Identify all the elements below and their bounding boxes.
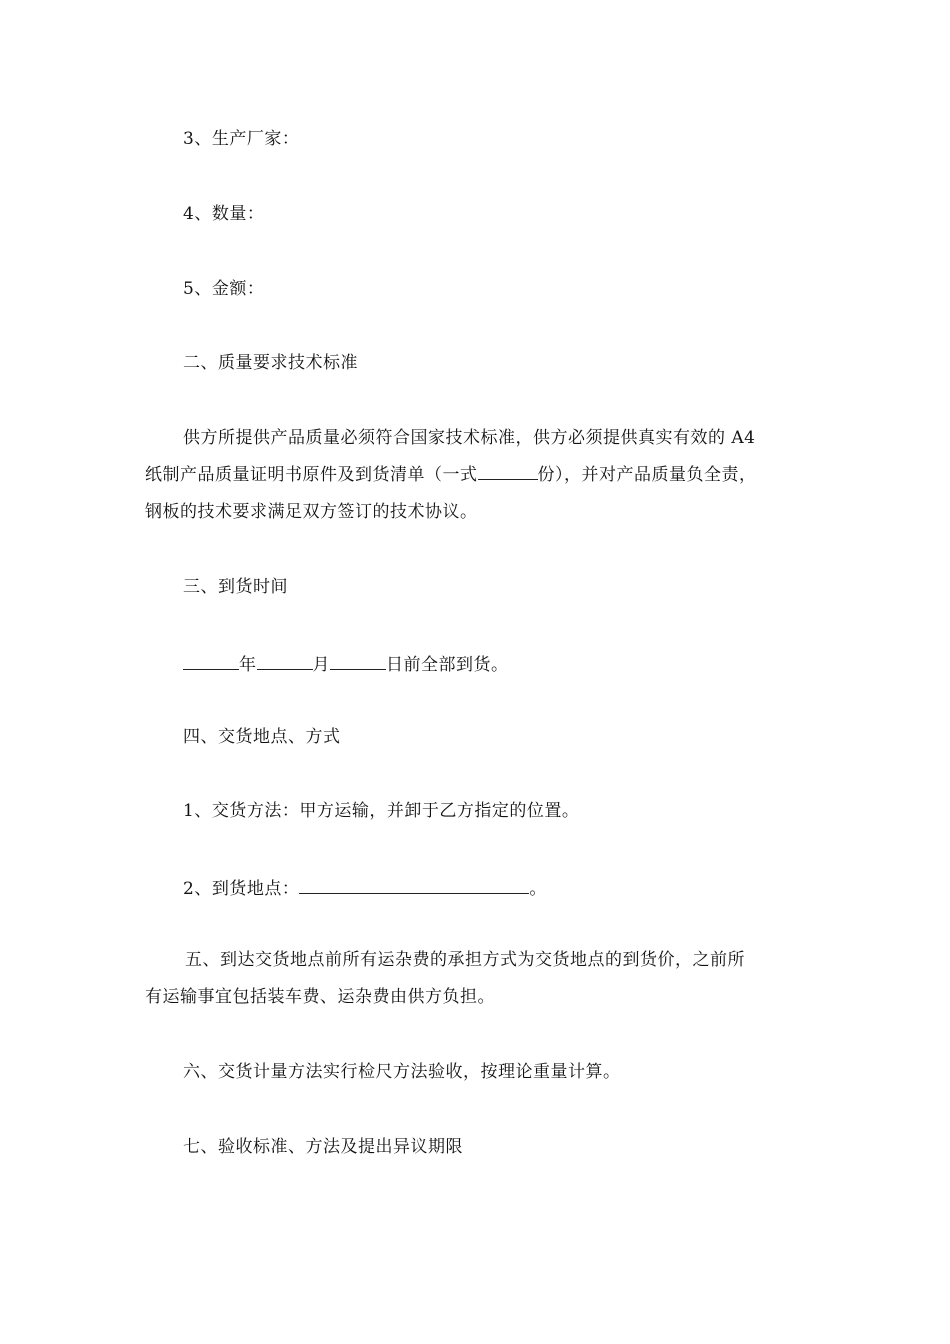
section-delivery-place-heading: 四、交货地点、方式 — [183, 727, 341, 747]
section-quality-heading: 二、质量要求技术标准 — [183, 353, 358, 373]
section-delivery-time-heading: 三、到货时间 — [183, 577, 288, 597]
quality-line-3: 钢板的技术要求满足双方签订的技术协议。 — [145, 502, 478, 522]
item-amount: 5、金额： — [183, 279, 265, 299]
delivery-place-end: 。 — [529, 879, 547, 899]
year-blank — [183, 651, 239, 670]
day-blank — [330, 651, 386, 670]
section-freight-paragraph — [145, 942, 825, 1016]
section-acceptance-heading: 七、验收标准、方法及提出异议期限 — [183, 1137, 463, 1157]
month-label: 月 — [312, 655, 330, 675]
quality-line-1: 供方所提供产品质量必须符合国家技术标准，供方必须提供真实有效的 A4 — [183, 428, 756, 448]
month-blank — [257, 651, 313, 670]
section-quality-paragraph — [145, 420, 825, 531]
copies-blank — [478, 461, 538, 480]
year-label: 年 — [239, 655, 257, 675]
freight-line-1: 五、到达交货地点前所有运杂费的承担方式为交货地点的到货价，之前所 — [185, 950, 745, 970]
quality-line-2 — [145, 457, 825, 494]
item-manufacturer: 3、生产厂家： — [183, 129, 300, 149]
delivery-place-line — [183, 875, 547, 901]
day-label: 日前全部到货。 — [386, 655, 509, 675]
quality-line-2-end: 份），并对产品质量负全责， — [537, 465, 757, 485]
quality-line-2-text: 纸制产品质量证明书原件及到货清单（一式 — [145, 465, 478, 485]
item-quantity: 4、数量： — [183, 204, 265, 224]
freight-line-2: 有运输事宜包括装车费、运杂费由供方负担。 — [145, 987, 495, 1007]
delivery-date-line — [183, 651, 509, 677]
delivery-method: 1、交货方法：甲方运输，并卸于乙方指定的位置。 — [183, 801, 580, 821]
delivery-place-label: 2、到货地点： — [183, 879, 300, 899]
section-measurement: 六、交货计量方法实行检尺方法验收，按理论重量计算。 — [183, 1062, 621, 1082]
delivery-place-blank — [299, 875, 529, 894]
